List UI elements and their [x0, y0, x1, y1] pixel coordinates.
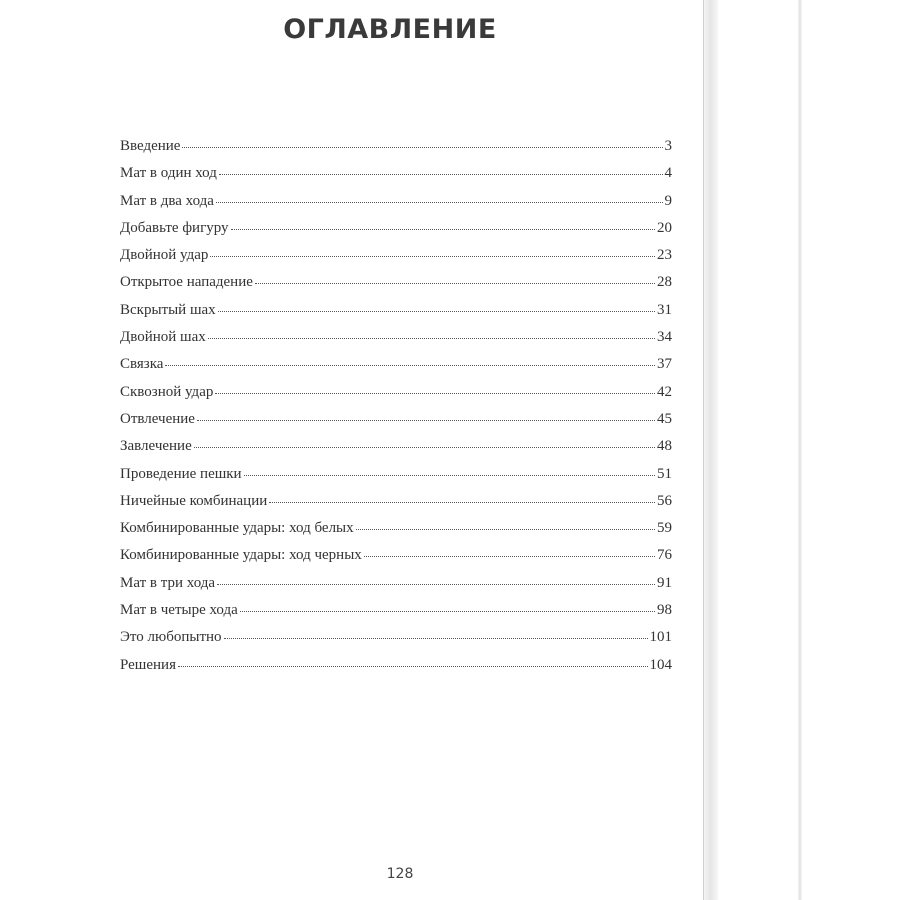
- toc-entry[interactable]: [120, 356, 672, 383]
- toc-entry-label: Двойной удар: [120, 247, 209, 264]
- toc-entry-label: Мат в три хода: [120, 574, 216, 591]
- toc-entry[interactable]: [120, 411, 672, 438]
- toc-entry-page: 42: [657, 383, 672, 400]
- toc-entry-page: 104: [649, 656, 672, 673]
- toc-entry-label: Добавьте фигуру: [120, 219, 229, 236]
- toc-entry[interactable]: [120, 629, 672, 656]
- page-spine-shadow: [704, 0, 718, 900]
- toc-entry-page: 28: [657, 274, 672, 291]
- toc-entry-page: 51: [657, 465, 672, 482]
- toc-entry[interactable]: [120, 193, 672, 220]
- toc-dot-leader: [244, 475, 655, 476]
- toc-entry-page: 9: [664, 192, 672, 209]
- toc-entry-page: 48: [657, 438, 672, 455]
- toc-entry-page: 59: [657, 520, 672, 537]
- toc-entry[interactable]: [120, 220, 672, 247]
- toc-dot-leader: [255, 283, 655, 284]
- toc-entry-label: Мат в один ход: [120, 165, 217, 182]
- toc-entry-label: Сквозной удар: [120, 383, 214, 400]
- toc-entry[interactable]: [120, 302, 672, 329]
- toc-entry[interactable]: [120, 493, 672, 520]
- toc-entry-label: Двойной шах: [120, 329, 206, 346]
- toc-entry-page: 31: [657, 301, 672, 318]
- toc-entry[interactable]: [120, 602, 672, 629]
- toc-entry-page: 76: [657, 547, 672, 564]
- toc-entry-page: 4: [664, 165, 672, 182]
- toc-entry[interactable]: [120, 247, 672, 274]
- next-page-edge: [798, 0, 802, 900]
- toc-entry[interactable]: [120, 384, 672, 411]
- toc-entry[interactable]: [120, 165, 672, 192]
- toc-entry-label: Введение: [120, 138, 181, 154]
- toc-entry[interactable]: [120, 520, 672, 547]
- toc-dot-leader: [219, 174, 663, 175]
- toc-dot-leader: [210, 256, 655, 257]
- toc-dot-leader: [269, 502, 655, 503]
- toc-entry-page: 91: [657, 574, 672, 591]
- toc-entry-page: 3: [664, 138, 672, 154]
- toc-entry-label: Мат в четыре хода: [120, 602, 238, 619]
- toc-dot-leader: [216, 202, 663, 203]
- toc-entry-page: 98: [657, 602, 672, 619]
- toc-entry-label: Вскрытый шах: [120, 301, 216, 318]
- toc-dot-leader: [364, 556, 655, 557]
- toc-dot-leader: [215, 393, 655, 394]
- page-title: ОГЛАВЛЕНИЕ: [283, 14, 497, 45]
- toc-entry[interactable]: [120, 466, 672, 493]
- toc-entry[interactable]: [120, 547, 672, 574]
- toc-entry-label: Комбинированные удары: ход белых: [120, 520, 354, 537]
- table-of-contents: [120, 138, 672, 684]
- toc-entry-page: 45: [657, 410, 672, 427]
- toc-entry[interactable]: [120, 575, 672, 602]
- toc-dot-leader: [218, 311, 655, 312]
- toc-dot-leader: [165, 365, 655, 366]
- toc-entry-label: Комбинированные удары: ход черных: [120, 547, 362, 564]
- toc-entry-label: Открытое нападение: [120, 274, 253, 291]
- toc-entry-label: Решения: [120, 656, 176, 673]
- toc-entry[interactable]: [120, 438, 672, 465]
- toc-entry-label: Проведение пешки: [120, 465, 242, 482]
- toc-entry-label: Ничейные комбинации: [120, 492, 268, 509]
- page-number: 128: [386, 866, 414, 882]
- toc-dot-leader: [217, 584, 655, 585]
- toc-dot-leader: [240, 611, 655, 612]
- toc-entry-page: 20: [657, 219, 672, 236]
- toc-entry-label: Отвлечение: [120, 410, 195, 427]
- toc-dot-leader: [224, 638, 648, 639]
- toc-dot-leader: [178, 666, 648, 667]
- toc-entry-page: 101: [649, 629, 672, 646]
- toc-dot-leader: [194, 447, 655, 448]
- toc-entry-label: Завлечение: [120, 438, 192, 455]
- toc-dot-leader: [231, 229, 655, 230]
- toc-entry[interactable]: [120, 138, 672, 165]
- toc-entry[interactable]: [120, 274, 672, 301]
- toc-entry-page: 37: [657, 356, 672, 373]
- toc-entry-label: Это любопытно: [120, 629, 222, 646]
- toc-entry-page: 34: [657, 329, 672, 346]
- toc-dot-leader: [182, 147, 662, 148]
- toc-dot-leader: [197, 420, 655, 421]
- toc-entry-label: Мат в два хода: [120, 192, 214, 209]
- toc-entry-page: 23: [657, 247, 672, 264]
- toc-entry[interactable]: [120, 329, 672, 356]
- toc-entry-label: Связка: [120, 356, 164, 373]
- toc-entry-page: 56: [657, 492, 672, 509]
- toc-dot-leader: [356, 529, 655, 530]
- toc-entry[interactable]: [120, 657, 672, 684]
- toc-dot-leader: [208, 338, 655, 339]
